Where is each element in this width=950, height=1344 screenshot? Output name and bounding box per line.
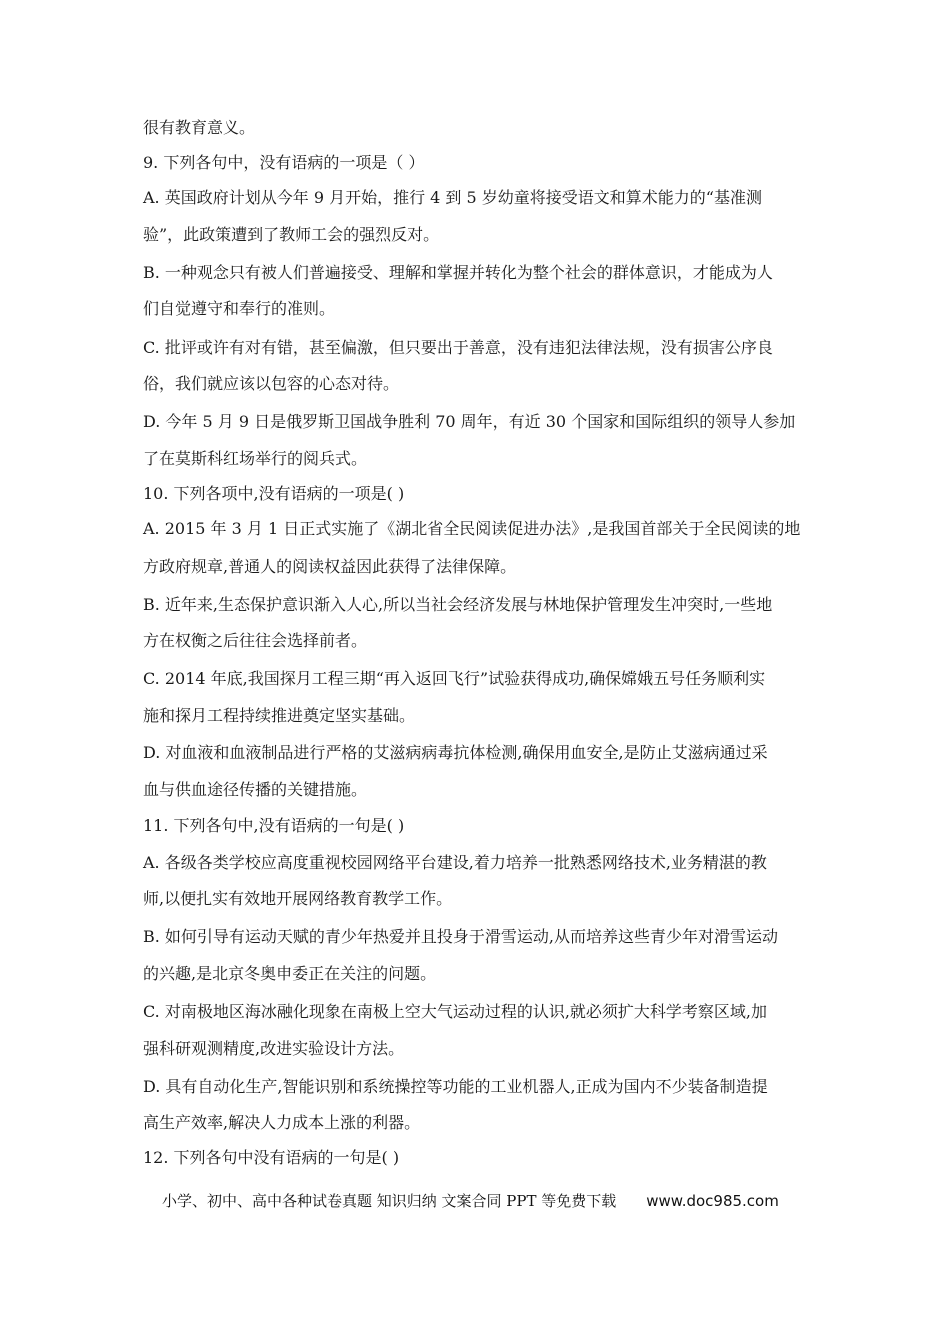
option-d: D. 今年 5 月 9 日是俄罗斯卫国战争胜利 70 周年，有近 30 个国家和国际组织的领导人参加 [143,412,796,431]
option-d: D. 具有自动化生产,智能识别和系统操控等功能的工业机器人,正成为国内不少装备制造提 [143,1077,768,1096]
text-line: 俗，我们就应该以包容的心态对待。 [143,374,400,393]
option-d: D. 对血液和血液制品进行严格的艾滋病病毒抗体检测,确保用血安全,是防止艾滋病通过采 [143,743,768,762]
question-11-stem: 11. 下列各句中,没有语病的一句是( ) [143,816,405,835]
page-footer [162,1191,842,1211]
text-line: 方在权衡之后往往会选择前者。 [143,631,368,650]
option-a: A. 各级各类学校应高度重视校园网络平台建设,着力培养一批熟悉网络技术,业务精湛的教 [143,853,767,872]
text-line: 高生产效率,解决人力成本上涨的利器。 [143,1113,421,1132]
option-b: B. 近年来,生态保护意识渐入人心,所以当社会经济发展与林地保护管理发生冲突时,一些地 [143,595,773,614]
question-12-stem: 12. 下列各句中没有语病的一句是( ) [143,1148,400,1167]
option-a: A. 2015 年 3 月 1 日正式实施了《湖北省全民阅读促进办法》,是我国首部关于全民阅读的地 [143,519,801,538]
option-a: A. 英国政府计划从今年 9 月开始，推行 4 到 5 岁幼童将接受语文和算术能力的“基准测 [143,188,762,207]
text-line: 强科研观测精度,改进实验设计方法。 [143,1039,405,1058]
question-9-stem: 9. 下列各句中，没有语病的一项是（ ） [143,153,425,172]
option-c: C. 对南极地区海冰融化现象在南极上空大气运动过程的认识,就必须扩大科学考察区域,加 [143,1002,768,1021]
option-b: B. 如何引导有运动天赋的青少年热爱并且投身于滑雪运动,从而培养这些青少年对滑雪运动 [143,927,779,946]
text-line: 师,以便扎实有效地开展网络教育教学工作。 [143,889,453,908]
question-10-stem: 10. 下列各项中,没有语病的一项是( ) [143,484,405,503]
option-c: C. 2014 年底,我国探月工程三期“再入返回飞行”试验获得成功,确保嫦娥五号任务顺利实 [143,669,766,688]
footer-site-link[interactable]: www.doc985.com [646,1192,779,1210]
text-line: 施和探月工程持续推进奠定坚实基础。 [143,706,416,725]
text-line: 血与供血途径传播的关键措施。 [143,780,368,799]
option-c: C. 批评或许有对有错，甚至偏激，但只要出于善意，没有违犯法律法规，没有损害公序良 [143,338,773,357]
text-line: 了在莫斯科红场举行的阅兵式。 [143,449,368,468]
footer-text: 小学、初中、高中各种试卷真题 知识归纳 文案合同 PPT 等免费下载 [162,1192,617,1210]
text-line: 的兴趣,是北京冬奥申委正在关注的问题。 [143,964,437,983]
text-line: 很有教育意义。 [143,118,256,137]
option-b: B. 一种观念只有被人们普遍接受、理解和掌握并转化为整个社会的群体意识，才能成为人 [143,263,773,282]
text-line: 方政府规章,普通人的阅读权益因此获得了法律保障。 [143,557,517,576]
text-line: 们自觉遵守和奉行的准则。 [143,299,336,318]
text-line: 验”，此政策遭到了教师工会的强烈反对。 [143,225,440,244]
